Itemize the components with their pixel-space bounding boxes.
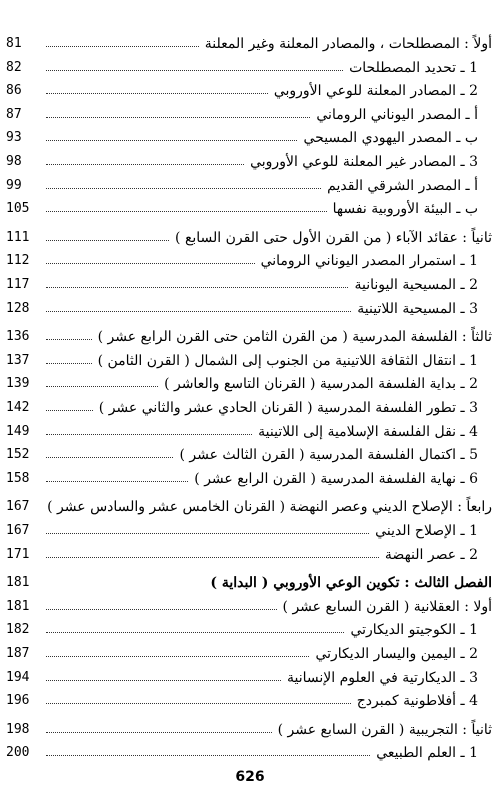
dot-leader <box>46 211 327 212</box>
toc-entry-page: 149 <box>6 423 30 439</box>
toc-entry-title: 3 ـ المسيحية اللاتينية <box>353 298 478 320</box>
toc-entry-title: 2 ـ عصر النهضة <box>381 544 478 566</box>
dot-leader <box>46 656 309 657</box>
toc-entry <box>0 444 500 466</box>
toc-entry-page: 182 <box>6 622 30 638</box>
toc-entry <box>0 298 500 320</box>
dot-leader <box>46 339 92 340</box>
toc-entry <box>0 643 500 665</box>
dot-leader <box>46 386 158 387</box>
toc-entry <box>0 227 500 249</box>
toc-entry <box>0 373 500 395</box>
dot-leader <box>46 263 255 264</box>
toc-entry-title: 3 ـ الديكارتية في العلوم الإنسانية <box>283 667 478 689</box>
dot-leader <box>46 703 351 704</box>
toc-entry <box>0 104 500 126</box>
toc-entry-page: 181 <box>6 598 30 614</box>
toc-entry <box>0 544 500 566</box>
toc-entry-page: 112 <box>6 253 30 269</box>
dot-leader <box>46 188 321 189</box>
dot-leader <box>46 434 252 435</box>
toc-entry-page: 117 <box>6 277 30 292</box>
toc-entry <box>0 619 500 641</box>
toc-entry <box>0 572 500 594</box>
toc-entry-title: 3 ـ تطور الفلسفة المدرسية ( القرنان الحادي عشر والثاني عشر ) <box>95 397 478 419</box>
toc-entry <box>0 520 500 542</box>
toc-entry-title: 2 ـ المصادر المعلنة للوعي الأوروبي <box>270 80 478 102</box>
toc-entry <box>0 57 500 79</box>
dot-leader <box>46 164 244 165</box>
toc-entry-page: 198 <box>6 721 30 737</box>
toc-entry-page: 87 <box>6 106 22 122</box>
toc-entry-page: 111 <box>6 229 30 245</box>
toc-entry-title: أولاً : المصطلحات ، والمصادر المعلنة وغير المعلنة <box>201 33 492 55</box>
toc-entry <box>0 690 500 712</box>
toc-entry-page: 171 <box>6 546 30 562</box>
toc-entry-page: 136 <box>6 329 30 345</box>
dot-leader <box>46 557 379 558</box>
toc-entry-page: 187 <box>6 646 30 661</box>
toc-entry-page: 142 <box>6 400 30 415</box>
toc-entry-title: 2 ـ اليمين واليسار الديكارتي <box>311 643 478 665</box>
toc-entry-title: 1 ـ العلم الطبيعي <box>372 742 478 764</box>
toc-entry <box>0 596 500 618</box>
dot-leader <box>46 632 344 633</box>
toc-entry <box>0 719 500 741</box>
toc-entry-title: 1 ـ تحديد المصطلحات <box>345 57 478 79</box>
toc-entry <box>0 468 500 490</box>
toc-entry-title: 2 ـ بداية الفلسفة المدرسية ( القرنان التاسع والعاشر ) <box>160 373 478 395</box>
toc-entry-page: 167 <box>6 523 30 538</box>
dot-leader <box>46 609 277 610</box>
toc-entry-title: رابعاً : الإصلاح الديني وعصر النهضة ( القرنان الخامس عشر والسادس عشر ) <box>43 496 492 518</box>
toc-entry <box>0 667 500 689</box>
dot-leader <box>46 140 297 141</box>
toc-entry-page: 196 <box>6 693 30 709</box>
toc-entry <box>0 175 500 197</box>
toc-entry-title: ب ـ المصدر اليهودي المسيحي <box>299 127 478 149</box>
toc-entry-page: 158 <box>6 470 30 486</box>
toc-entry-title: 1 ـ الكوجيتو الديكارتي <box>346 619 478 641</box>
toc-entry <box>0 151 500 173</box>
toc-entry-title: 4 ـ نقل الفلسفة الإسلامية إلى اللاتينية <box>254 421 478 443</box>
toc-entry-title: 1 ـ استمرار المصدر اليوناني الروماني <box>257 250 478 272</box>
toc-entry-title: أ ـ المصدر الشرقي القديم <box>323 175 478 197</box>
toc-entry-page: 82 <box>6 59 22 75</box>
dot-leader <box>46 755 370 756</box>
toc-entry-title: ثالثاً : الفلسفة المدرسية ( من القرن الثامن حتى القرن الرابع عشر ) <box>94 326 492 348</box>
toc-entry-title: 1 ـ انتقال الثقافة اللاتينية من الجنوب إلى الشمال ( القرن الثامن ) <box>94 350 478 372</box>
dot-leader <box>46 93 268 94</box>
toc-entry-title: ثانياً : التجريبية ( القرن السابع عشر ) <box>274 719 492 741</box>
toc-entry <box>0 421 500 443</box>
toc-entry-page: 99 <box>6 177 22 193</box>
toc-entry <box>0 397 500 419</box>
toc-entry-title: ب ـ البيئة الأوروبية نفسها <box>329 198 478 220</box>
dot-leader <box>46 533 369 534</box>
toc-entry <box>0 274 500 296</box>
toc-entry-page: 105 <box>6 201 30 217</box>
toc-entry-page: 128 <box>6 300 30 316</box>
toc-entry-page: 167 <box>6 499 30 515</box>
toc-entry-page: 139 <box>6 376 30 392</box>
page-number: 626 <box>235 769 265 785</box>
toc-entry-title: 5 ـ اكتمال الفلسفة المدرسية ( القرن الثالث عشر ) <box>175 444 478 466</box>
toc-entry-title: 3 ـ المصادر غير المعلنة للوعي الأوروبي <box>246 151 478 173</box>
toc-entry-page: 181 <box>6 575 30 591</box>
dot-leader <box>46 410 93 411</box>
dot-leader <box>46 457 173 458</box>
toc-entry <box>0 80 500 102</box>
toc-entry-title: 2 ـ المسيحية اليونانية <box>350 274 478 296</box>
toc-entry-title: 4 ـ أفلاطونية كمبردج <box>353 690 478 712</box>
dot-leader <box>46 240 169 241</box>
toc-entry-page: 81 <box>6 36 22 51</box>
toc-entry-page: 194 <box>6 669 30 685</box>
toc-entry-title: الفصل الثالث : تكوين الوعي الأوروبي ( البداية ) <box>206 572 492 594</box>
dot-leader <box>46 481 188 482</box>
toc-entry-title: أولا : العقلانية ( القرن السابع عشر ) <box>279 596 492 618</box>
toc-entry-page: 137 <box>6 352 30 368</box>
dot-leader <box>46 46 199 47</box>
toc-entry-title: 1 ـ الإصلاح الديني <box>371 520 478 542</box>
toc-entry <box>0 496 500 518</box>
toc-entry <box>0 326 500 348</box>
dot-leader <box>46 311 351 312</box>
toc-entry <box>0 250 500 272</box>
toc-entry-page: 93 <box>6 130 22 146</box>
dot-leader <box>46 287 348 288</box>
toc-entry <box>0 742 500 764</box>
toc-entry <box>0 350 500 372</box>
toc-entry-title: 6 ـ نهاية الفلسفة المدرسية ( القرن الرابع عشر ) <box>190 468 478 490</box>
dot-leader <box>46 117 310 118</box>
toc-entry-title: ثانياً : عقائد الآباء ( من القرن الأول حتى القرن السابع ) <box>171 227 492 249</box>
toc-entry <box>0 33 500 55</box>
toc-entry-title: أ ـ المصدر اليوناني الروماني <box>312 104 478 126</box>
toc-entry-page: 86 <box>6 83 22 99</box>
toc-entry-page: 152 <box>6 447 30 463</box>
toc-entry <box>0 198 500 220</box>
toc-entry <box>0 127 500 149</box>
toc-entry-page: 200 <box>6 745 30 761</box>
dot-leader <box>46 70 343 71</box>
toc-entry-page: 98 <box>6 154 22 169</box>
dot-leader <box>46 732 272 733</box>
dot-leader <box>46 363 92 364</box>
dot-leader <box>46 680 281 681</box>
